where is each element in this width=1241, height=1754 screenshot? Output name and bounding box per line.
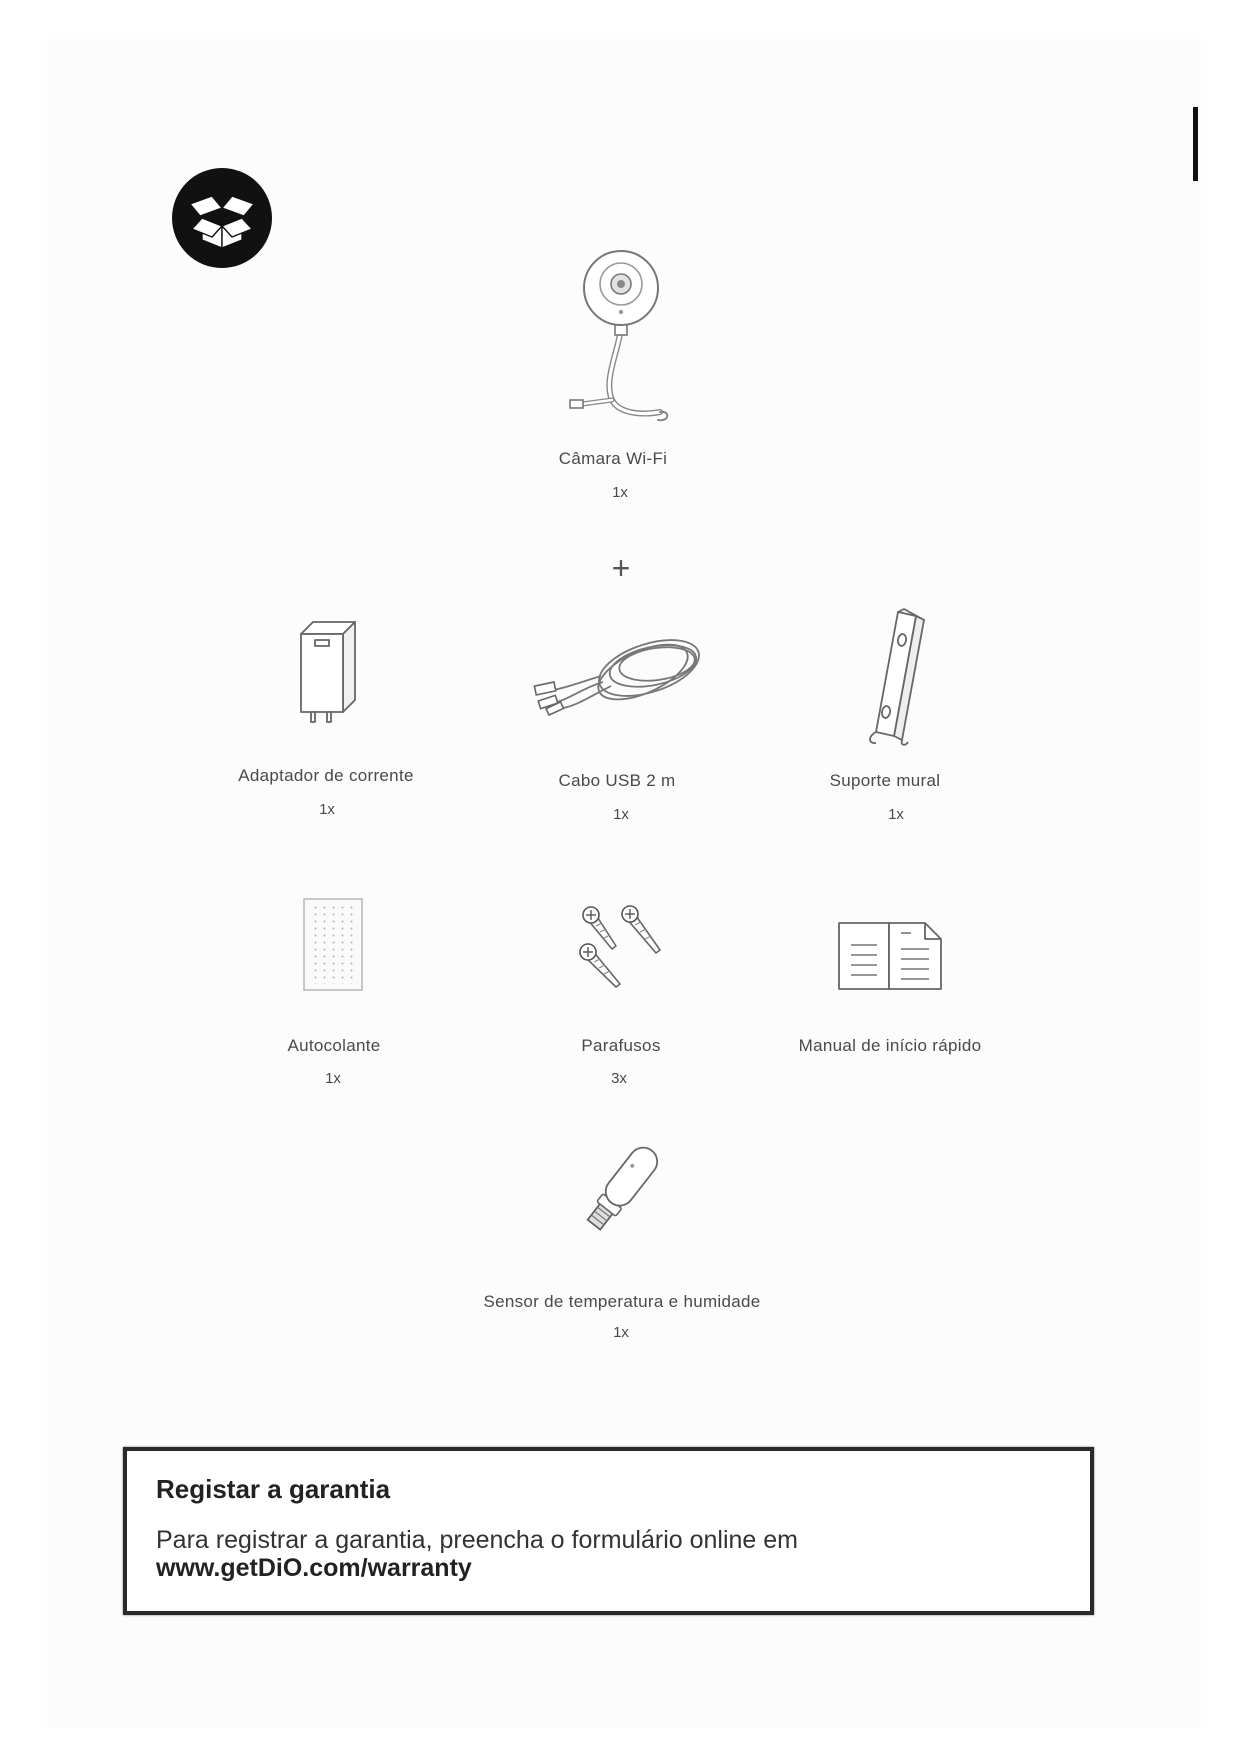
open-box-icon (172, 168, 272, 268)
manual-icon (837, 919, 944, 993)
warranty-title: Registar a garantia (156, 1474, 391, 1504)
item-label-sticker: Autocolante (287, 1036, 381, 1055)
screws-icon (574, 902, 664, 990)
warranty-box (123, 1447, 1094, 1615)
wall-mount-icon (856, 608, 936, 748)
item-label-usb-cable: Cabo USB 2 m (558, 771, 676, 790)
warranty-url: www.getDiO.com/warranty (156, 1554, 472, 1582)
item-label-sensor: Sensor de temperatura e humidade (483, 1292, 761, 1311)
item-qty-sensor: 1x (613, 1324, 629, 1341)
usb-cable-icon (531, 626, 711, 718)
item-qty-screws: 3x (611, 1070, 627, 1087)
plus-separator: + (611, 550, 631, 586)
item-qty-camera: 1x (612, 484, 628, 501)
item-label-wall-mount: Suporte mural (829, 771, 941, 790)
item-label-manual: Manual de início rápido (798, 1036, 982, 1055)
sticker-icon (302, 897, 364, 992)
item-label-adapter: Adaptador de corrente (238, 766, 414, 785)
page-edge-marker (1193, 107, 1198, 181)
item-qty-adapter: 1x (319, 801, 335, 818)
item-label-camera: Câmara Wi-Fi (558, 449, 668, 468)
sensor-icon (567, 1134, 674, 1246)
wifi-camera-icon (566, 244, 676, 424)
item-qty-wall-mount: 1x (888, 806, 904, 823)
item-qty-usb-cable: 1x (613, 806, 629, 823)
warranty-text: Para registrar a garantia, preencha o formulário online em (156, 1526, 799, 1554)
item-qty-sticker: 1x (325, 1070, 341, 1087)
item-label-screws: Parafusos (581, 1036, 661, 1055)
power-adapter-icon (293, 612, 363, 724)
